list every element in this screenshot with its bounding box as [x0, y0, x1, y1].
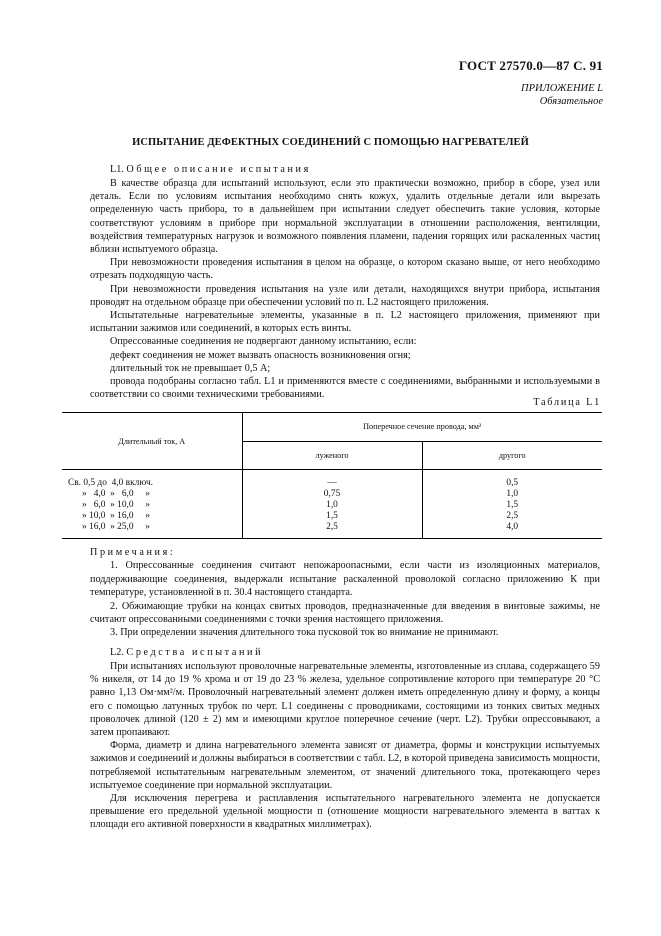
section-l2-body — [90, 660, 600, 832]
section-l1-num: L1. — [110, 164, 124, 175]
paragraph: Для исключения перегрева и расплавления испытательного нагревательного элемента не допускается превышение его предельной удельной мощности п (отношение мощности нагревательного элемента в ваттах к площади его активной поверхности в квадратных миллиметрах). — [90, 793, 600, 831]
paragraph: дефект соединения не может вызвать опасность возникновения огня; — [110, 349, 411, 361]
paragraph: При невозможности проведения испытания на узле или детали, находящихся внутри прибора, испытания проводят на отдельном образце при обеспечении условий по п. L2 настоящего приложения. — [90, 283, 600, 308]
paragraph: Форма, диаметр и длина нагревательного элемента зависят от диаметра, формы и конструкции испытуемых зажимов и соединений и должны выбираться в соответствии с табл. L2, в которой приведена зависимость мощности, потребляемой испытательным нагревательным элементом, от значений длительного тока, протекающего через испытуемое соединение при нормальной эксплуатации. — [90, 740, 600, 791]
paragraph: При испытаниях используют проволочные нагревательные элементы, изготовленные из сплава, содержащего 59 % никеля, от 14 до 19 % хрома и от 19 до 23 % железа, удельное сопротивление которого при температуре 20 °С равно 1,13 Ом·мм²/м. Проволочный нагревательный элемент должен иметь определенную длину и форму, а концы его с помощью латунных трубок по черт. L1 соединены с проводниками, состоящими из тонких свитых медных проволочек длиной (120 ± 2) мм и имеющими круглое поперечное сечение (черт. L2). Трубки опрессовывают, а затем пропаивают. — [90, 661, 600, 739]
section-l2-heading — [110, 647, 263, 658]
header-current: Длительный ток, А — [62, 413, 242, 470]
header-other: другого — [422, 441, 602, 470]
notes-heading: Примечания: — [90, 547, 176, 558]
table-notes — [90, 546, 600, 640]
paragraph: Испытательные нагревательные элементы, указанные в п. L2 настоящего приложения, применяют при испытании зажимов или соединений, в которых есть винты. — [90, 310, 600, 335]
note-item: 3. При определении значения длительного тока пусковой ток во внимание не принимают. — [110, 627, 499, 639]
table-l1 — [62, 412, 602, 539]
header-section: Поперечное сечение провода, мм² — [242, 413, 602, 442]
section-l1-title: Общее описание испытания — [126, 164, 311, 175]
paragraph: При невозможности проведения испытания в целом на образце, о котором сказано выше, от него необходимо отрезать подходящую часть. — [90, 257, 600, 282]
paragraph: Опрессованные соединения не подвергают данному испытанию, если: — [110, 336, 417, 348]
appendix-label-block — [521, 82, 603, 108]
table-row: » 16,0 » 25,0 » 2,5 4,0 — [62, 522, 602, 539]
table-row: » 6,0 » 10,0 » 1,0 1,5 — [62, 500, 602, 511]
appendix-label: ПРИЛОЖЕНИЕ L — [521, 83, 603, 94]
note-item: 2. Обжимающие трубки на концах свитых проводов, предназначенные для введения в винтовые зажимы, не считают опрессованными соединениями с точки зрения настоящего приложения. — [90, 600, 600, 626]
table-row: » 4,0 » 6,0 » 0,75 1,0 — [62, 489, 602, 500]
page-header: ГОСТ 27570.0—87 С. 91 — [458, 58, 603, 73]
paragraph: провода подобраны согласно табл. L1 и применяются вместе с соединениями, выбранными и используемыми в соответствии со своими техническими требованиями. — [90, 376, 600, 401]
appendix-status: Обязательное — [539, 96, 603, 107]
paragraph: В качестве образца для испытаний используют, если это практически возможно, прибор в сборе, узел или деталь. Если по условиям испытания необходимо снять кожух, удалить отдельные детали или вырезать определенную часть прибора, то в дальнейшем при испытании следует обеспечить такие условия, которые соответствуют условиям в приборе при нормальной эксплуатации в отношении расположения, вентиляции, воздействия температурных нагрузок и возможного появления пламени, падения горящих или раскаленных частиц вблизи испытуемого образца. — [90, 178, 600, 256]
table-row: » 10,0 » 16,0 » 1,5 2,5 — [62, 511, 602, 522]
page-title: ИСПЫТАНИЕ ДЕФЕКТНЫХ СОЕДИНЕНИЙ С ПОМОЩЬЮ НАГРЕВАТЕЛЕЙ — [132, 137, 529, 148]
section-l1-heading — [110, 164, 311, 175]
note-item: 1. Опрессованные соединения считают непожароопасными, если части из изоляционных материалов, поддерживающие соединения, выдержали испытание раскаленной проволокой согласно приложению К при температуре, установленной в п. 30.4 настоящего стандарта. — [90, 560, 600, 599]
table-caption: Таблица L1 — [533, 397, 601, 408]
section-l1-body — [90, 177, 600, 401]
section-l2-title: Средства испытаний — [126, 647, 264, 658]
table-row: Св. 0,5 до 4,0 включ. — 0,5 — [62, 478, 602, 489]
header-tinned: луженого — [242, 441, 422, 470]
paragraph: длительный ток не превышает 0,5 А; — [110, 362, 271, 374]
section-l2-num: L2. — [110, 647, 124, 658]
